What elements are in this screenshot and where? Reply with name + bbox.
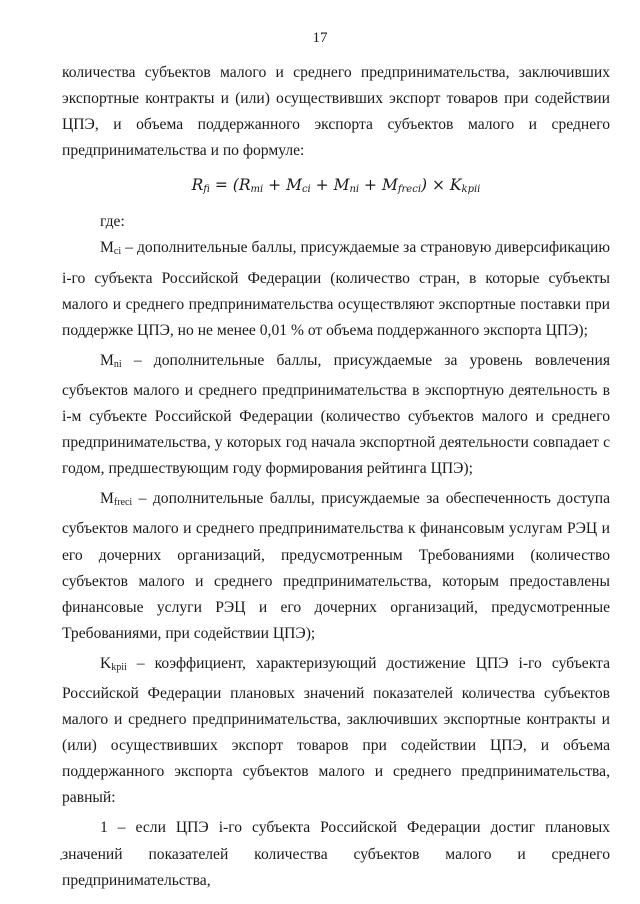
- definition-kkpii: [62, 651, 610, 812]
- definition-text: – коэффициент, характеризующий достижение ЦПЭ i-го субъекта Российской Федерации плановых значений показателей количества субъектов малого и среднего предпринимательства, заключивших экспортные контракты и (или) осуществивших экспорт товаров при содействии ЦПЭ, и объема поддержанного экспорта субъектов малого и среднего предпринимательства, равный:: [62, 654, 610, 807]
- definition-var: M: [100, 239, 114, 257]
- document-body: [62, 60, 610, 894]
- definition-text: – дополнительные баллы, присуждаемые за обеспеченность доступа субъектов малого и среднего предпринимательства к финансовым услугам РЭЦ и его дочерних организаций, предусмотренным Требованиями (количество субъектов малого и среднего предпринимательства, которым предоставлены финансовые услуги РЭЦ и его дочерних организаций, предусмотренные Требованиями, при содействии ЦПЭ);: [62, 490, 610, 642]
- intro-paragraph: количества субъектов малого и среднего предпринимательства, заключивших экспортные контракты и (или) осуществивших экспорт товаров при содействии ЦПЭ, и объема поддержанного экспорта субъектов малого и среднего предпринимательства и по формуле:: [62, 64, 610, 160]
- formula-text: Rfi = (Rmi + Mci + Mni + Mfreci) × Kkpii: [191, 176, 481, 196]
- definition-mfreci: [62, 486, 610, 647]
- where-label: где:: [100, 213, 125, 231]
- definition-text: – дополнительные баллы, присуждаемые за страновую диверсификацию i-го субъекта Российской Федерации (количество стран, в которые субъекты малого и среднего предпринимательства осуществляют экспортные поставки при поддержке ЦПЭ, но не менее 0,01 % от объема поддержанного экспорта ЦПЭ);: [62, 239, 610, 339]
- scan-mark: [60, 858, 62, 860]
- page-number: 17: [312, 30, 328, 46]
- formula: [62, 172, 610, 203]
- definition-var-sub: ci: [113, 246, 122, 258]
- definition-mni: [62, 348, 610, 482]
- definition-var-sub: kpii: [111, 661, 127, 673]
- definition-text: – дополнительные баллы, присуждаемые за уровень вовлечения субъектов малого и среднего предпринимательства в экспортную деятельность в i-м субъекте Российской Федерации (количество субъектов малого и среднего предпринимательства, у которых год начала экспортной деятельности совпадает с годом, предшествующим году формирования рейтинга ЦПЭ);: [62, 351, 610, 478]
- definition-var-sub: freci: [113, 497, 133, 509]
- definition-var-sub: ni: [113, 358, 122, 370]
- definition-mci: [62, 235, 610, 343]
- definition-var: K: [100, 654, 112, 672]
- definition-var: M: [100, 351, 114, 369]
- definition-var: M: [100, 490, 114, 508]
- final-paragraph: 1 – если ЦПЭ i-го субъекта Российской Федерации достиг плановых значений показателей количества субъектов малого и среднего предпринимательства,: [62, 819, 610, 889]
